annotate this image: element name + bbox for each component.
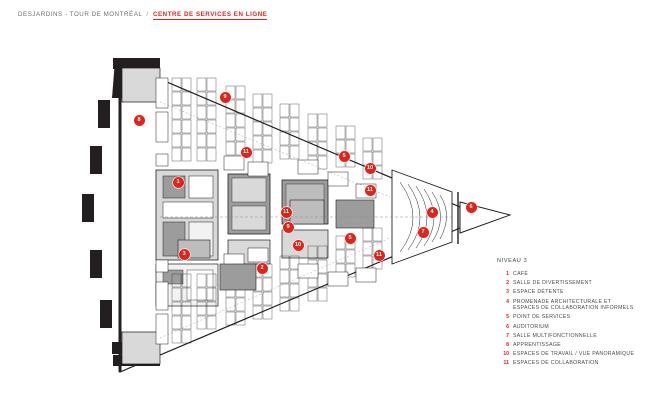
plan-marker-9[interactable]: 9	[283, 222, 294, 233]
plan-marker-9[interactable]: 9	[220, 92, 231, 103]
core-block-nw	[122, 68, 160, 102]
plan-marker-8[interactable]: 8	[134, 115, 145, 126]
floor-plan-svg	[60, 42, 520, 392]
plan-marker-1[interactable]: 1	[173, 177, 184, 188]
legend-title: NIVEAU 3	[497, 258, 528, 264]
plan-marker-7[interactable]: 7	[418, 227, 429, 238]
floor-plan[interactable]	[60, 42, 520, 392]
plan-marker-5[interactable]: 5	[345, 233, 356, 244]
plan-marker-2[interactable]: 2	[257, 263, 268, 274]
plan-marker-10[interactable]: 10	[365, 163, 376, 174]
plan-marker-3[interactable]: 3	[179, 249, 190, 260]
legend-item-label: ESPACE DÉTENTE	[513, 289, 564, 296]
legend-item-label: CAFÉ	[513, 271, 529, 277]
plan-marker-4[interactable]: 4	[427, 207, 438, 218]
legend-item-label: APPRENTISSAGE	[513, 341, 561, 348]
legend-item-label: PROMENADE ARCHITECTURALE ET ESPACES DE COLLABORATION INFORMELS	[513, 298, 634, 312]
legend-item-number: 1	[506, 271, 509, 277]
plan-marker-11[interactable]: 11	[374, 250, 385, 261]
legend-item-number: 8	[506, 341, 509, 348]
plan-marker-11[interactable]: 11	[241, 147, 252, 158]
legend-item-label: ESPACES DE COLLABORATION	[513, 360, 599, 367]
legend-item-number: 4	[506, 298, 509, 305]
breadcrumb-separator: /	[146, 11, 149, 18]
core-block-sw	[122, 332, 160, 364]
legend-item[interactable]	[497, 289, 642, 296]
legend-item[interactable]	[497, 280, 642, 287]
legend-item-number: 6	[506, 323, 509, 330]
legend-item-label: POINT DE SERVICES	[513, 314, 571, 321]
legend-item[interactable]	[497, 351, 642, 358]
legend-item[interactable]	[497, 271, 642, 278]
breadcrumb	[18, 11, 267, 18]
legend-item-number: 10	[503, 351, 509, 358]
legend-item-label: AUDITORIUM	[513, 323, 549, 330]
breadcrumb-active[interactable]: CENTRE DE SERVICES EN LIGNE	[152, 11, 268, 18]
legend-item[interactable]	[497, 360, 642, 367]
legend-item-label: SALLE MULTIFONCTIONNELLE	[513, 332, 597, 339]
plan-marker-6[interactable]: 6	[466, 202, 477, 213]
legend-item-label: SALLE DE DIVERTISSEMENT	[513, 280, 593, 287]
legend-panel	[497, 258, 642, 369]
plan-marker-11[interactable]: 11	[365, 185, 376, 196]
plan-marker-10[interactable]: 10	[293, 240, 304, 251]
legend-item-number: 2	[506, 280, 509, 287]
legend-item[interactable]	[497, 324, 642, 331]
legend-item-label: ESPACES DE TRAVAIL / VUE PANORAMIQUE	[513, 351, 635, 358]
legend-item[interactable]	[497, 342, 642, 349]
legend-item-number: 11	[503, 360, 509, 367]
legend-item[interactable]	[497, 333, 642, 340]
legend-item-number: 7	[506, 332, 509, 339]
legend-list	[497, 271, 642, 367]
legend-item[interactable]	[497, 314, 642, 321]
breadcrumb-project[interactable]: DESJARDINS - TOUR DE MONTRÉAL	[18, 11, 143, 18]
legend-item-number: 3	[506, 289, 509, 296]
plan-marker-5[interactable]: 5	[339, 151, 350, 162]
legend-item[interactable]	[497, 299, 642, 312]
plan-marker-11[interactable]: 11	[281, 207, 292, 218]
legend-item-number: 5	[506, 314, 509, 321]
